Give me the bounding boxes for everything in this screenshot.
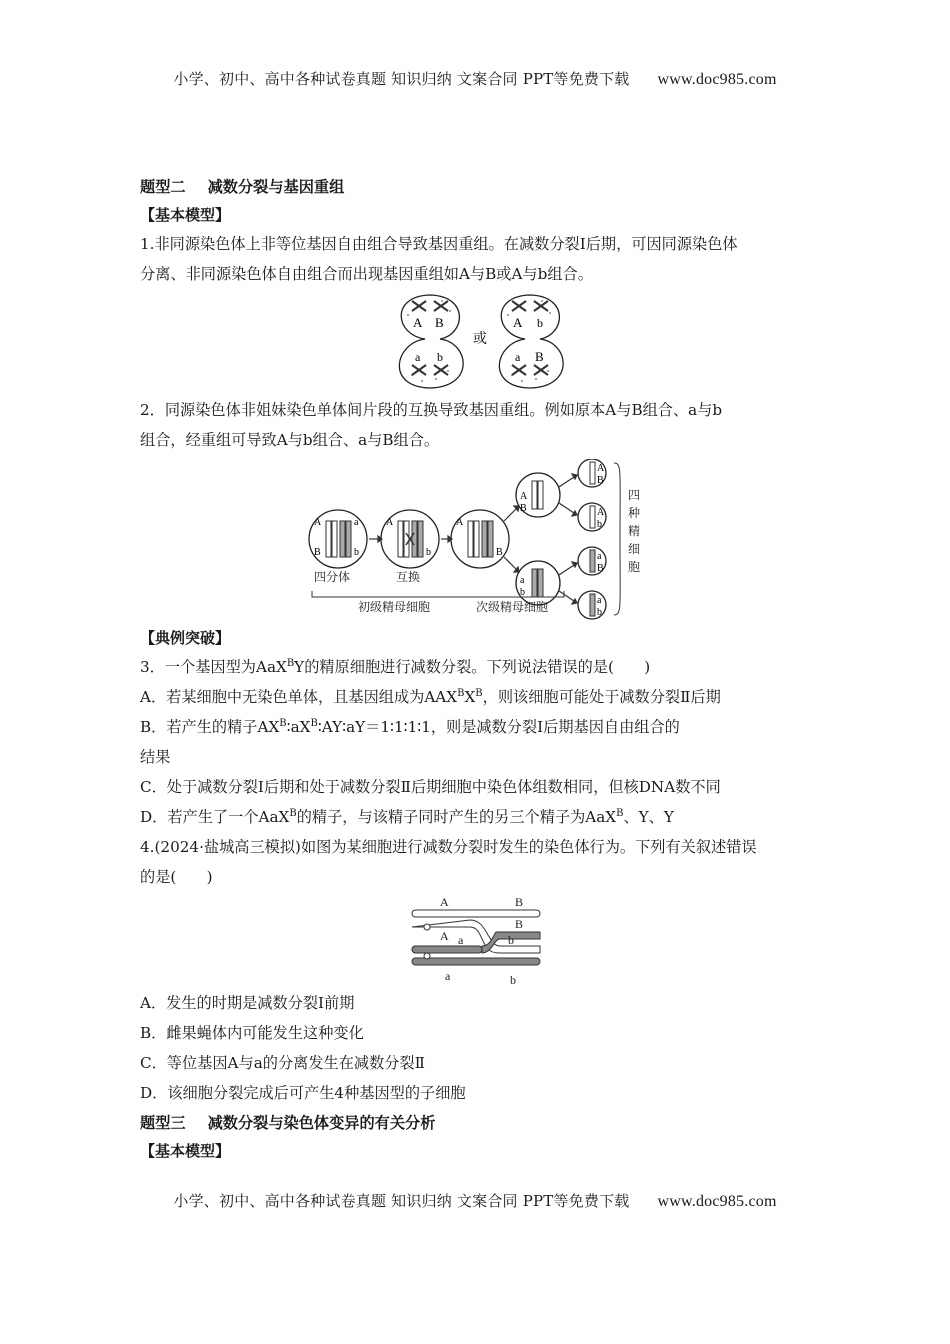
q4-option-a[interactable]: A．发生的时期是减数分裂Ⅰ前期 xyxy=(140,994,355,1012)
gene-label: b xyxy=(597,607,602,618)
gene-label: B xyxy=(520,503,527,514)
gene-label: A xyxy=(386,517,394,528)
figure-crossing-over xyxy=(140,459,812,621)
gene-label: B xyxy=(314,547,321,558)
fig1-right-top-2: b xyxy=(537,316,543,330)
q4-option-b[interactable]: B．雌果蝇体内可能发生这种变化 xyxy=(140,1024,364,1042)
q4-stem-line2: 的是( ) xyxy=(140,868,213,886)
gene-label: A xyxy=(520,491,528,502)
figure-crossing-over-svg xyxy=(140,459,812,621)
section2-title-text: 减数分裂与基因重组 xyxy=(207,178,345,196)
document-body xyxy=(140,172,812,1165)
label-four-3: 精 xyxy=(628,524,641,538)
label-four-5: 胞 xyxy=(628,560,641,574)
fig1-right-bottom-1: a xyxy=(515,350,521,364)
q4-option-c[interactable]: C．等位基因A与a的分离发生在减数分裂Ⅱ xyxy=(140,1054,425,1072)
figure-free-combination-svg xyxy=(140,291,812,391)
figure-chromosome-crossover xyxy=(140,892,812,988)
section2-title-num: 题型二 xyxy=(140,178,186,196)
label-four-1: 四 xyxy=(628,488,641,502)
fig1-right-bottom-2: B xyxy=(535,349,544,364)
label-four-2: 种 xyxy=(628,506,641,520)
gene-label: B xyxy=(496,547,503,558)
q3-stem: 3．一个基因型为AaX$^B$Y的精原细胞进行减数分裂。下列说法错误的是( ) xyxy=(140,657,651,676)
gene-label: b xyxy=(520,587,525,598)
section3-title-text: 减数分裂与染色体变异的有关分析 xyxy=(207,1114,436,1132)
section2-p2-line1: 2．同源染色体非姐妹染色单体间片段的互换导致基因重组。例如原本A与B组合、a与b xyxy=(140,401,723,419)
q3-option-b-cont: 结果 xyxy=(140,748,171,766)
examples-label: 【典例突破】 xyxy=(140,629,231,647)
fig1-left-top-1: A xyxy=(413,315,423,330)
section2-title xyxy=(140,172,812,202)
gene-label: b xyxy=(354,547,359,558)
header-text: 小学、初中、高中各种试卷真题 知识归纳 文案合同 PPT等免费下载 xyxy=(173,70,630,88)
gene-label: A xyxy=(597,463,605,474)
fig3-gene-A: A xyxy=(440,929,449,943)
gene-label: B xyxy=(597,475,604,486)
section3-title-num: 题型三 xyxy=(140,1114,186,1132)
gene-label: a xyxy=(597,595,602,606)
fig1-left-bottom-2: b xyxy=(437,350,443,364)
fig3-gene-A-top: A xyxy=(440,895,449,909)
q4-option-d[interactable]: D．该细胞分裂完成后可产生4种基因型的子细胞 xyxy=(140,1084,466,1102)
gene-label: b xyxy=(426,547,431,558)
gene-label: b xyxy=(597,519,602,530)
fig1-or-label: 或 xyxy=(473,331,487,347)
gene-label: a xyxy=(597,551,602,562)
label-four-4: 细 xyxy=(628,542,641,556)
gene-label: A xyxy=(456,517,464,528)
gene-label: a xyxy=(354,517,359,528)
q3-option-b[interactable]: B．若产生的精子$AX^B∶aX^B∶AY∶aY=1∶1∶1∶1$，则是减数分裂Ⅰ后期基因自由组合的 xyxy=(140,717,680,736)
gene-label: A xyxy=(597,507,605,518)
figure-chromosome-crossover-svg xyxy=(140,892,812,988)
brackets xyxy=(312,463,620,615)
q3-option-d[interactable]: D．若产生了一个AaX$^B$的精子，与该精子同时产生的另三个精子为AaX$^B$、Y、Y xyxy=(140,807,674,826)
section2-model-label: 【基本模型】 xyxy=(140,206,231,224)
q4-stem-line1: 4.(2024·盐城高三模拟)如图为某细胞进行减数分裂时发生的染色体行为。下列有关叙述错误 xyxy=(140,838,757,856)
gene-label: A xyxy=(314,517,322,528)
fig1-right-top-1: A xyxy=(513,315,523,330)
fig3-gene-B: B xyxy=(515,917,524,931)
header-site: www.doc985.com xyxy=(657,71,777,88)
fig3-gene-a-bottom: a xyxy=(445,969,451,983)
fig3-gene-a: a xyxy=(458,933,464,947)
figure-free-combination xyxy=(140,291,812,391)
section3-title xyxy=(140,1108,812,1138)
footer-site: www.doc985.com xyxy=(657,1193,777,1210)
fig3-gene-B-top: B xyxy=(515,895,524,909)
section2-p1-line2: 分离、非同源染色体自由组合而出现基因重组如A与B或A与b组合。 xyxy=(140,265,593,283)
q3-option-a[interactable]: A．若某细胞中无染色单体，且基因组成为$AAX^BX^B$，则该细胞可能处于减数分裂Ⅱ后期 xyxy=(140,687,721,706)
fig3-gene-b-bottom: b xyxy=(510,973,516,987)
section3-model-label: 【基本模型】 xyxy=(140,1142,231,1160)
cell-left xyxy=(399,295,463,388)
section2-p1-line1: 1.非同源染色体上非等位基因自由组合导致基因重组。在减数分裂Ⅰ后期，可因同源染色体 xyxy=(140,235,738,253)
footer-text: 小学、初中、高中各种试卷真题 知识归纳 文案合同 PPT等免费下载 xyxy=(173,1192,630,1210)
page-header xyxy=(0,68,950,89)
fig1-left-top-2: B xyxy=(435,315,444,330)
label-exchange: 互换 xyxy=(396,570,421,584)
gene-label: B xyxy=(597,563,604,574)
label-tetrad: 四分体 xyxy=(314,570,351,584)
cell-right xyxy=(499,295,563,388)
page-footer xyxy=(0,1190,950,1211)
section2-p2-line2: 组合，经重组可导致A与b组合、a与B组合。 xyxy=(140,431,440,449)
fig1-left-bottom-1: a xyxy=(415,350,421,364)
gene-label: a xyxy=(520,575,525,586)
fig3-gene-b: b xyxy=(508,933,514,947)
label-secondary: 次级精母细胞 xyxy=(476,600,549,614)
q3-option-c[interactable]: C．处于减数分裂Ⅰ后期和处于减数分裂Ⅱ后期细胞中染色体组数相同，但核DNA数不同 xyxy=(140,778,721,796)
label-primary: 初级精母细胞 xyxy=(358,600,431,614)
